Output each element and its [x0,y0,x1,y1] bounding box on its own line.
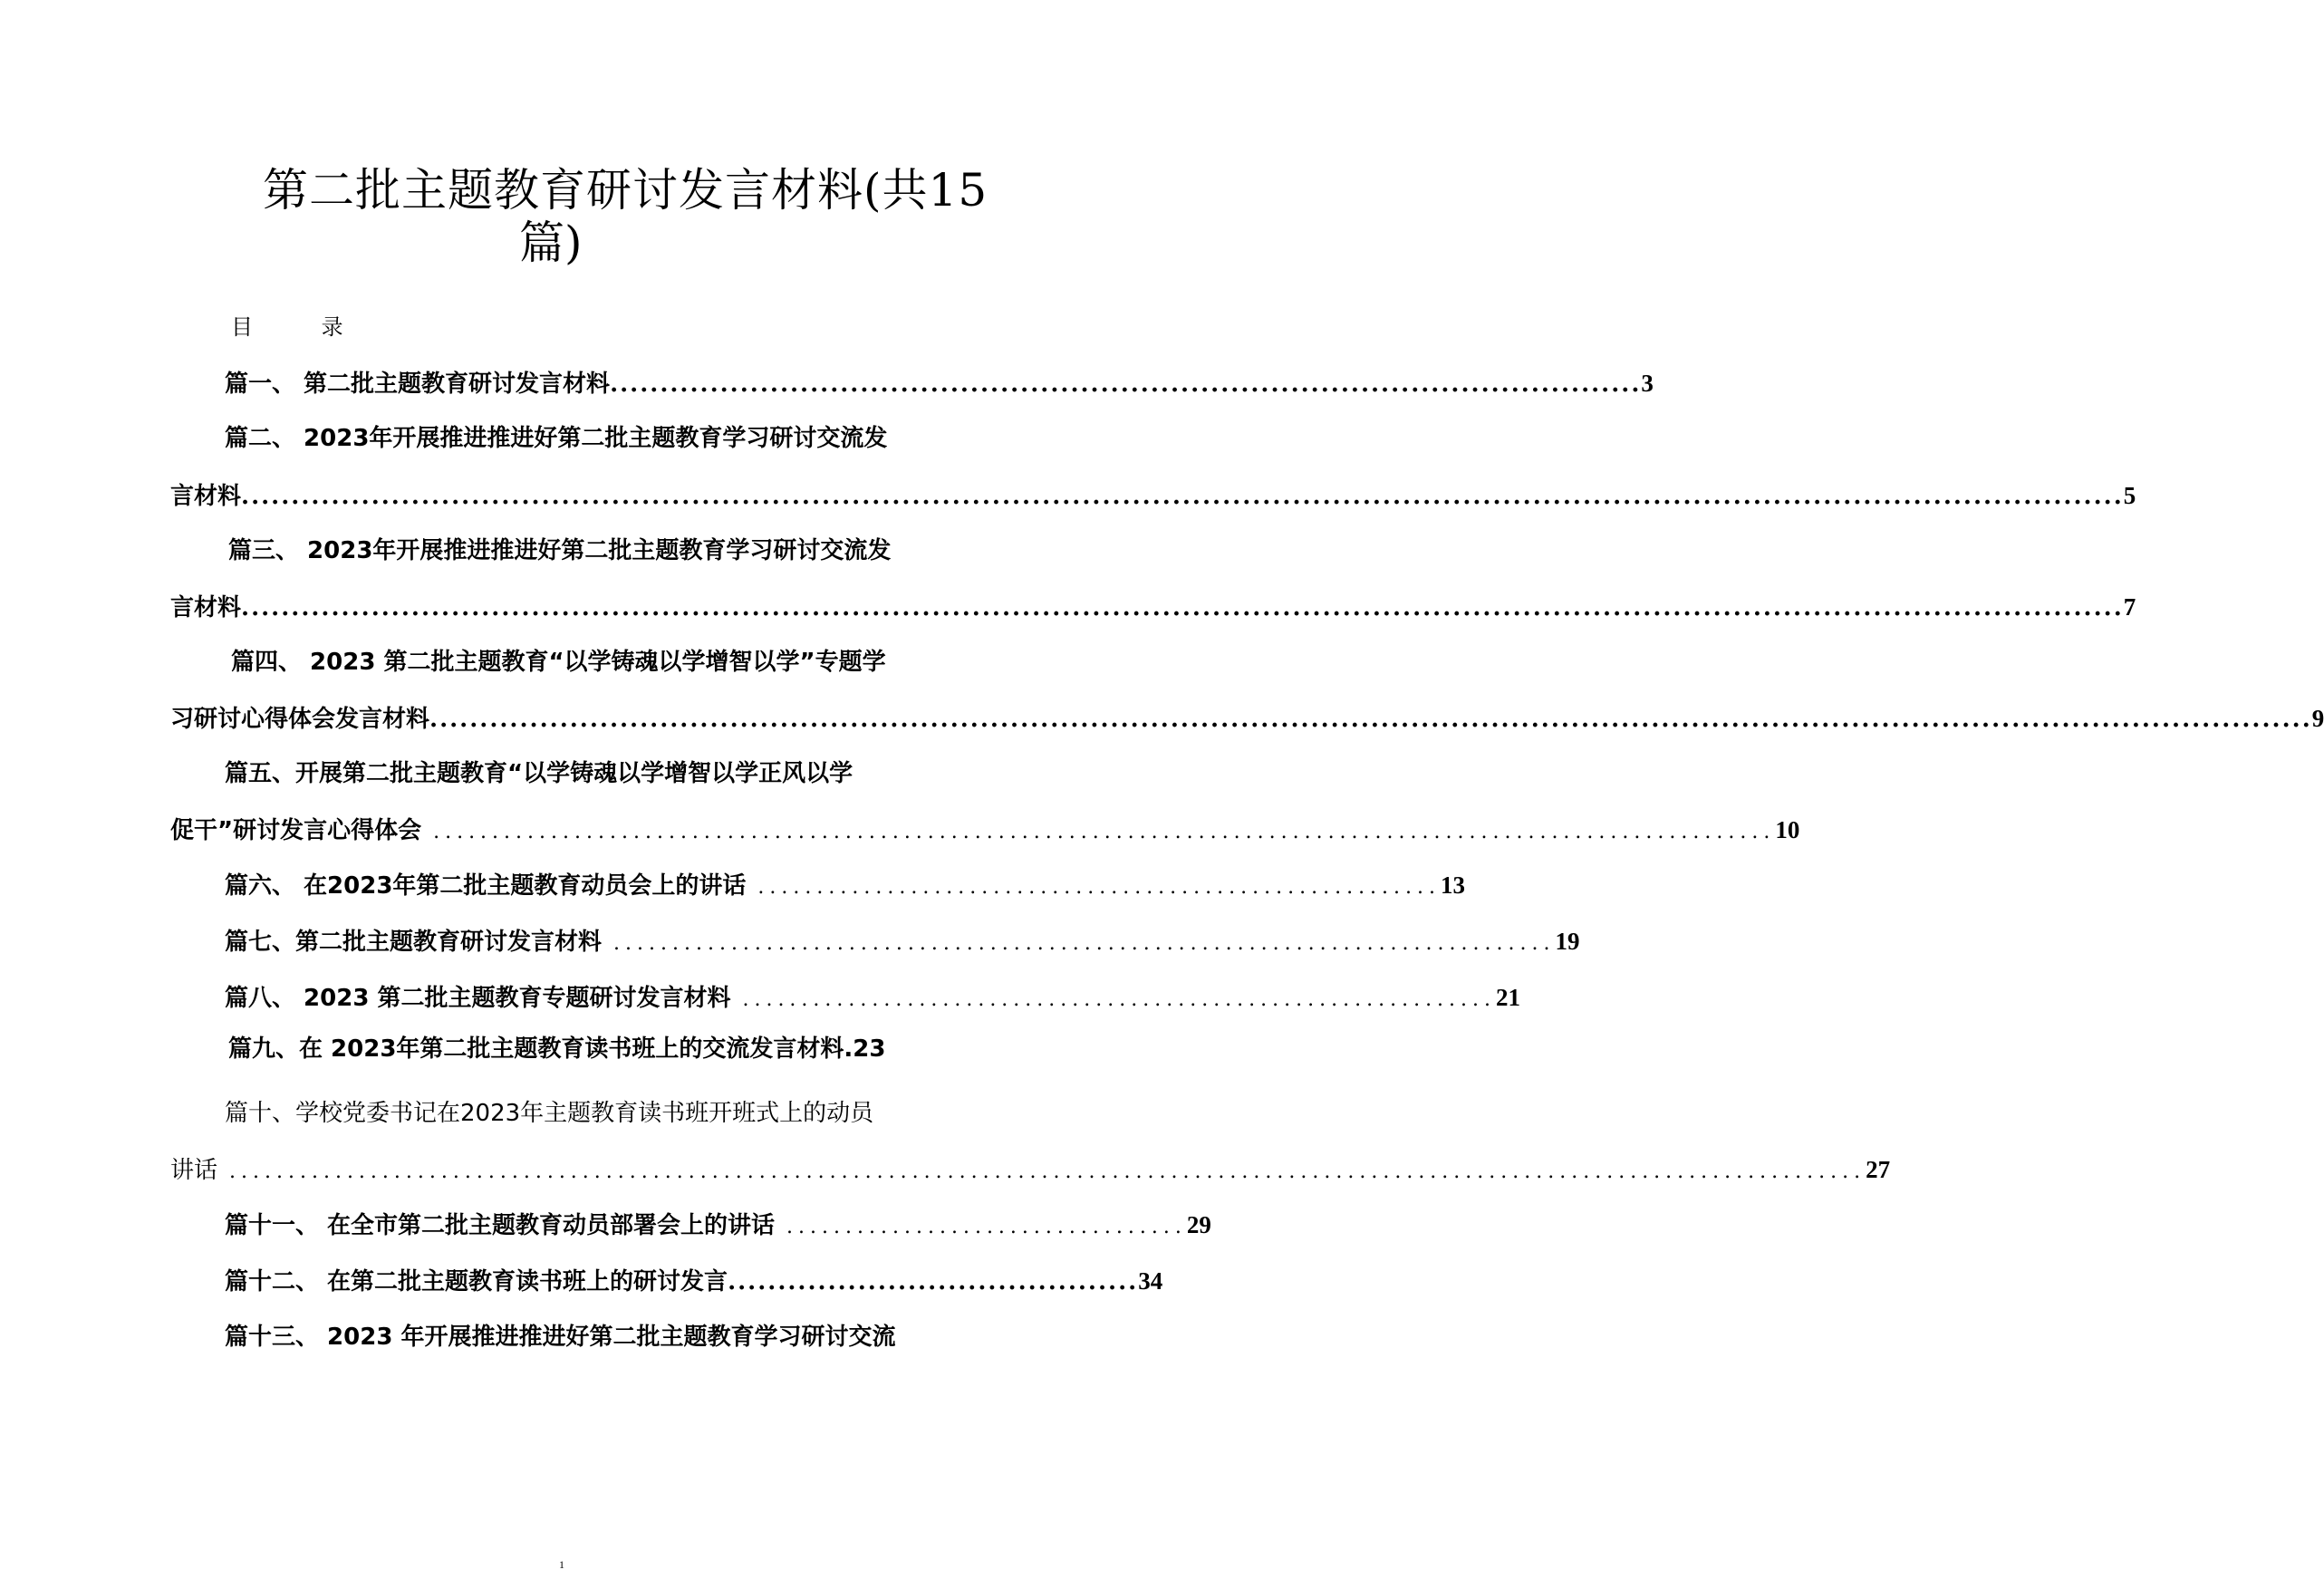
toc-entry-3-cont[interactable] [170,589,2136,625]
toc-entry-1[interactable] [225,365,1654,401]
toc-heading: 目 录 [231,314,374,340]
toc-page-number: 3 [1641,370,1654,397]
toc-leader-dots: ......................................... [728,1268,1139,1295]
document-title: 第二批主题教育研讨发言材料(共15 [263,164,988,217]
toc-entry-title: 篇五、开展第二批主题教育“以学铸魂以学增智以学正风以学 [225,760,853,787]
toc-entry-title: 篇二、 2023年开展推进推进好第二批主题教育学习研讨交流发 [225,425,888,452]
toc-leader-dots: ............................................................................................................................................................................................ [241,483,2124,510]
toc-entry-6[interactable] [225,867,1466,903]
toc-entry-5-cont[interactable] [170,812,1800,848]
toc-entry-title: 篇八、 2023 第二批主题教育专题研讨发言材料 [225,985,731,1012]
toc-leader-dots: .................................................................................................................. [421,821,1776,843]
toc-entry-title: 篇四、 2023 第二批主题教育“以学铸魂以学增智以学”专题学 [231,649,886,676]
toc-entry-10-cont[interactable] [170,1151,1891,1188]
toc-entry-4-cont[interactable] [170,700,2324,737]
toc-entry-title: 篇十三、 2023 年开展推进推进好第二批主题教育学习研讨交流 [225,1324,896,1351]
toc-entry-title: 篇十、学校党委书记在2023年主题教育读书班开班式上的动员 [225,1100,874,1127]
toc-entry-title: 习研讨心得体会发言材料 [170,706,430,733]
toc-entry-title: 促干”研讨发言心得体会 [170,817,422,844]
toc-leader-dots: ................................................................ [730,988,1497,1011]
toc-leader-dots: ................................................................................ [602,932,1556,955]
toc-entry-title: 讲话 [170,1157,218,1184]
page-number-footer: 1 [559,1558,564,1571]
toc-entry-2-cont[interactable] [170,477,2136,514]
toc-page-number: 5 [2123,482,2136,509]
toc-page-number: 7 [2123,593,2136,621]
toc-page-number: 10 [1775,816,1800,843]
toc-leader-dots: ....................................................................................................... [610,371,1642,398]
toc-page-number: 21 [1496,984,1521,1011]
toc-entry-title: 篇十一、 在全市第二批主题教育动员部署会上的讲话 [225,1212,776,1239]
toc-entry-9[interactable] [228,1031,953,1067]
toc-entry-title: 言材料 [170,483,242,510]
toc-page-number: 9 [2311,705,2324,732]
toc-entry-title: 篇十二、 在第二批主题教育读书班上的研讨发言 [225,1268,728,1295]
toc-entry-3[interactable] [228,533,953,569]
toc-entry-title: 篇六、 在2023年第二批主题教育动员会上的讲话 [225,872,747,900]
toc-entry-title: 篇七、第二批主题教育研讨发言材料 [225,929,603,956]
toc-page-number: 29 [1186,1211,1211,1238]
toc-entry-2[interactable] [225,420,950,457]
toc-entry-title: 篇一、 第二批主题教育研讨发言材料 [225,371,611,398]
toc-entry-7[interactable] [225,923,1580,959]
toc-leader-dots: ........................................................................................................................................... [217,1160,1866,1183]
toc-entry-4[interactable] [231,644,956,680]
toc-entry-8[interactable] [225,979,1521,1016]
document-title-continued: 篇) [519,217,583,269]
toc-page-number: 27 [1866,1156,1891,1183]
toc-entry-13[interactable] [225,1319,950,1355]
toc-page-number: 13 [1441,872,1466,899]
toc-entry-title: 篇三、 2023年开展推进推进好第二批主题教育学习研讨交流发 [228,537,892,564]
toc-entry-title: 篇九、在 2023年第二批主题教育读书班上的交流发言材料.23 [228,1035,886,1063]
toc-entry-title: 言材料 [170,594,242,621]
toc-page-number: 34 [1138,1267,1163,1295]
toc-entry-10[interactable] [225,1095,950,1132]
toc-leader-dots: ............................................................................................................................................................................................ [241,594,2124,621]
toc-page-number: 19 [1555,928,1580,955]
toc-entry-12[interactable] [225,1263,1163,1299]
toc-leader-dots: ............................................................................................................................................................................................ [429,706,2312,733]
toc-leader-dots: .......................................................... [746,876,1442,899]
toc-leader-dots: .................................. [775,1216,1187,1238]
toc-entry-11[interactable] [225,1207,1211,1243]
toc-entry-5[interactable] [225,756,950,792]
